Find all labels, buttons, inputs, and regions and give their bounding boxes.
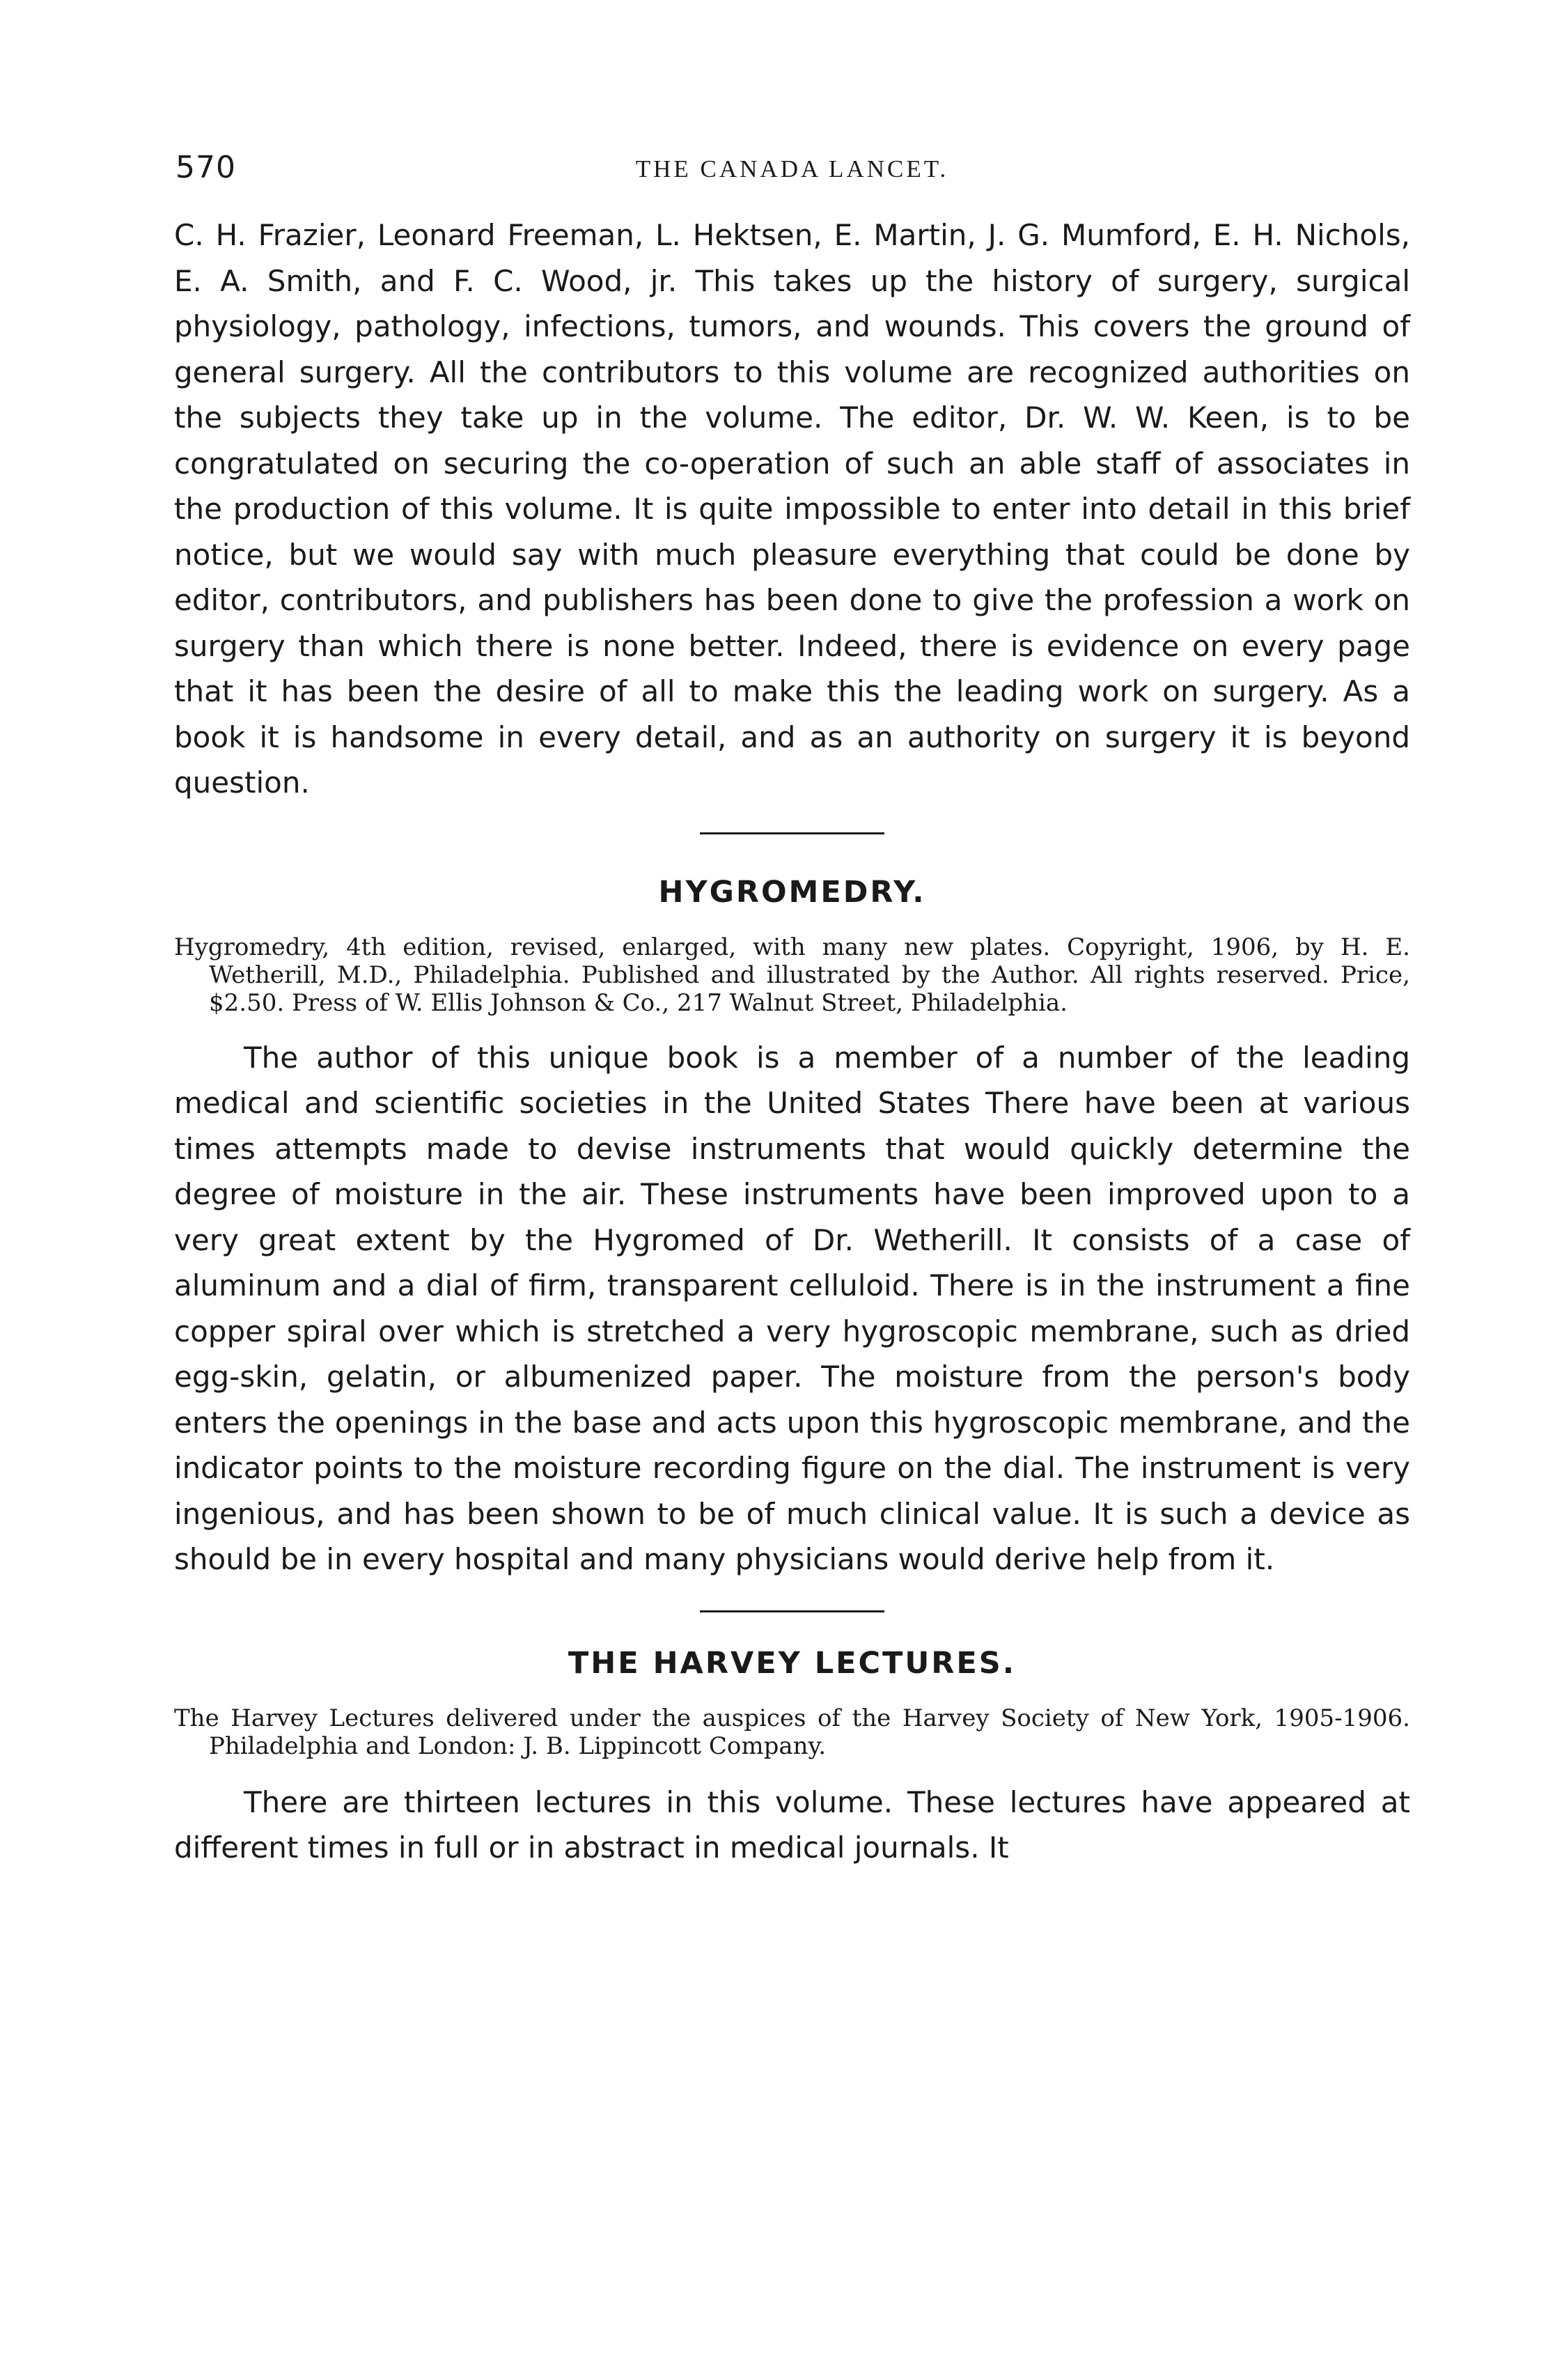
running-head: THE CANADA LANCET. (635, 155, 949, 182)
section-heading-harvey-lectures: THE HARVEY LECTURES. (568, 1645, 1017, 1681)
page (174, 150, 1410, 1871)
page-header (174, 150, 1410, 205)
section-divider (700, 1610, 884, 1612)
section-heading-hygromedry: HYGROMEDRY. (658, 874, 926, 910)
section-divider (700, 832, 884, 834)
book-citation-hygromedry: Hygromedry, 4th edition, revised, enlarged, with many new plates. Copyright, 1906, by H. E. Wetherill, M.D., Philadelphia. Published and illustrated by the Author. All rights reserved. Price, $2.50. Press of W. Ellis Johnson & Co., 217 Walnut Street, Philadelphia. (174, 933, 1410, 1017)
page-number: 570 (175, 150, 236, 185)
book-citation-harvey-lectures: The Harvey Lectures delivered under the auspices of the Harvey Society of New York, 1905-1906. Philadelphia and London: J. B. Lippincott Company. (174, 1704, 1410, 1760)
review-paragraph-harvey-lectures: There are thirteen lectures in this volume. These lectures have appeared at different times in full or in abstract in medical journals. It (174, 1784, 1410, 1865)
review-paragraph-hygromedry: The author of this unique book is a member of a number of the leading medical and scientific societies in the United States There have been at various times attempts made to devise instruments that would quickly determine the degree of moisture in the air. These instruments have been improved upon to a very great extent by the Hygromed of Dr. Wetherill. It consists of a case of aluminum and a dial of firm, transparent celluloid. There is in the instrument a fine copper spiral over which is stretched a very hygroscopic membrane, such as dried egg-skin, gelatin, or albumenized paper. The moisture from the person's body enters the openings in the base and acts upon this hygroscopic membrane, and the indicator points to the moisture recording figure on the dial. The instrument is very ingenious, and has been shown to be of much clinical value. It is such a device as should be in every hospital and many physicians would derive help from it. (174, 1040, 1410, 1576)
review-continued-paragraph: C. H. Frazier, Leonard Freeman, L. Hektsen, E. Martin, J. G. Mumford, E. H. Nichols, E. A. Smith, and F. C. Wood, jr. This takes up the history of surgery, surgical physiology, pathology, infections, tumors, and wounds. This covers the ground of general surgery. All the contributors to this volume are recognized authorities on the subjects they take up in the volume. The editor, Dr. W. W. Keen, is to be congratulated on securing the co-operation of such an able staff of associates in the production of this volume. It is quite impossible to enter into detail in this brief notice, but we would say with much pleasure everything that could be done by editor, contributors, and publishers has been done to give the profession a work on surgery than which there is none better. Indeed, there is evidence on every page that it has been the desire of all to make this the leading work on surgery. As a book it is handsome in every detail, and as an authority on surgery it is beyond question. (174, 218, 1410, 800)
